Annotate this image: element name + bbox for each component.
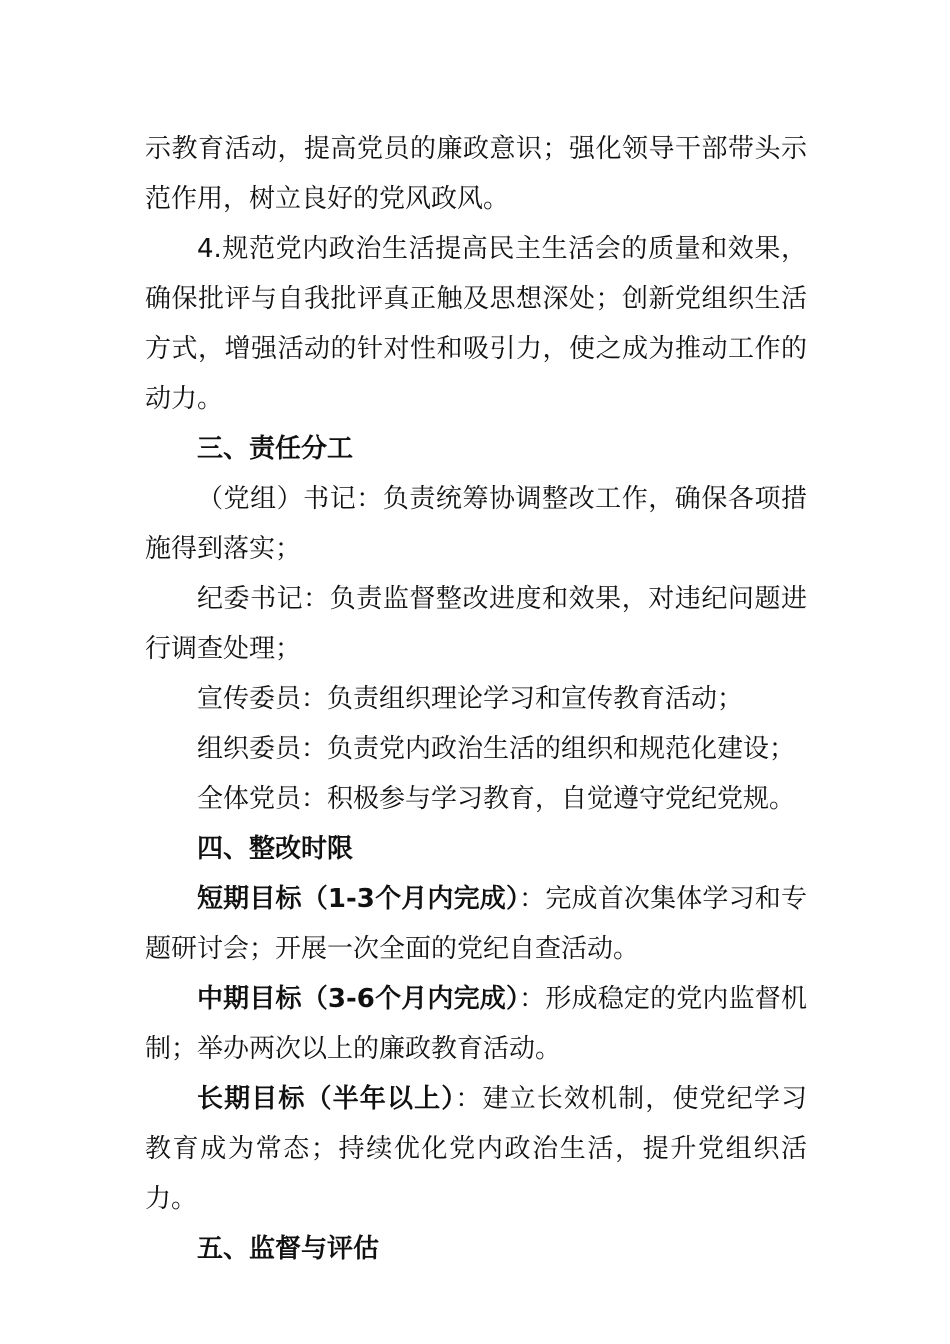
paragraph-long-term: 长期目标（半年以上）：建立长效机制，使党纪学习教育成为常态；持续优化党内政治生活，提升党组织活力。 bbox=[145, 1084, 807, 1214]
paragraph-party-secretary: （党组）书记：负责统筹协调整改工作，确保各项措施得到落实； bbox=[145, 484, 807, 564]
paragraph-all-members: 全体党员：积极参与学习教育，自觉遵守党纪党规。 bbox=[197, 784, 796, 814]
paragraph-discipline-secretary: 纪委书记：负责监督整改进度和效果，对违纪问题进行调查处理； bbox=[145, 584, 807, 664]
paragraph-item-4: 4.规范党内政治生活提高民主生活会的质量和效果，确保批评与自我批评真正触及思想深处；创新党组织生活方式，增强活动的针对性和吸引力，使之成为推动工作的动力。 bbox=[145, 234, 807, 414]
document-body bbox=[145, 124, 807, 1274]
paragraph-organization-member: 组织委员：负责党内政治生活的组织和规范化建设； bbox=[197, 734, 796, 764]
paragraph-propaganda-member: 宣传委员：负责组织理论学习和宣传教育活动； bbox=[197, 684, 744, 714]
section-heading-deadline: 四、整改时限 bbox=[197, 834, 354, 864]
paragraph-short-term: 短期目标（1-3个月内完成）：完成首次集体学习和专题研讨会；开展一次全面的党纪自查活动。 bbox=[145, 884, 807, 964]
long-term-label: 长期目标（半年以上） bbox=[197, 1084, 456, 1114]
section-heading-responsibility: 三、责任分工 bbox=[197, 434, 354, 464]
section-heading-supervision: 五、监督与评估 bbox=[197, 1234, 380, 1264]
paragraph-continuation: 示教育活动，提高党员的廉政意识；强化领导干部带头示范作用，树立良好的党风政风。 bbox=[145, 134, 807, 214]
short-term-label: 短期目标（1-3个月内完成） bbox=[197, 884, 520, 914]
paragraph-mid-term: 中期目标（3-6个月内完成）：形成稳定的党内监督机制；举办两次以上的廉政教育活动。 bbox=[145, 984, 807, 1064]
mid-term-label: 中期目标（3-6个月内完成） bbox=[197, 984, 520, 1014]
